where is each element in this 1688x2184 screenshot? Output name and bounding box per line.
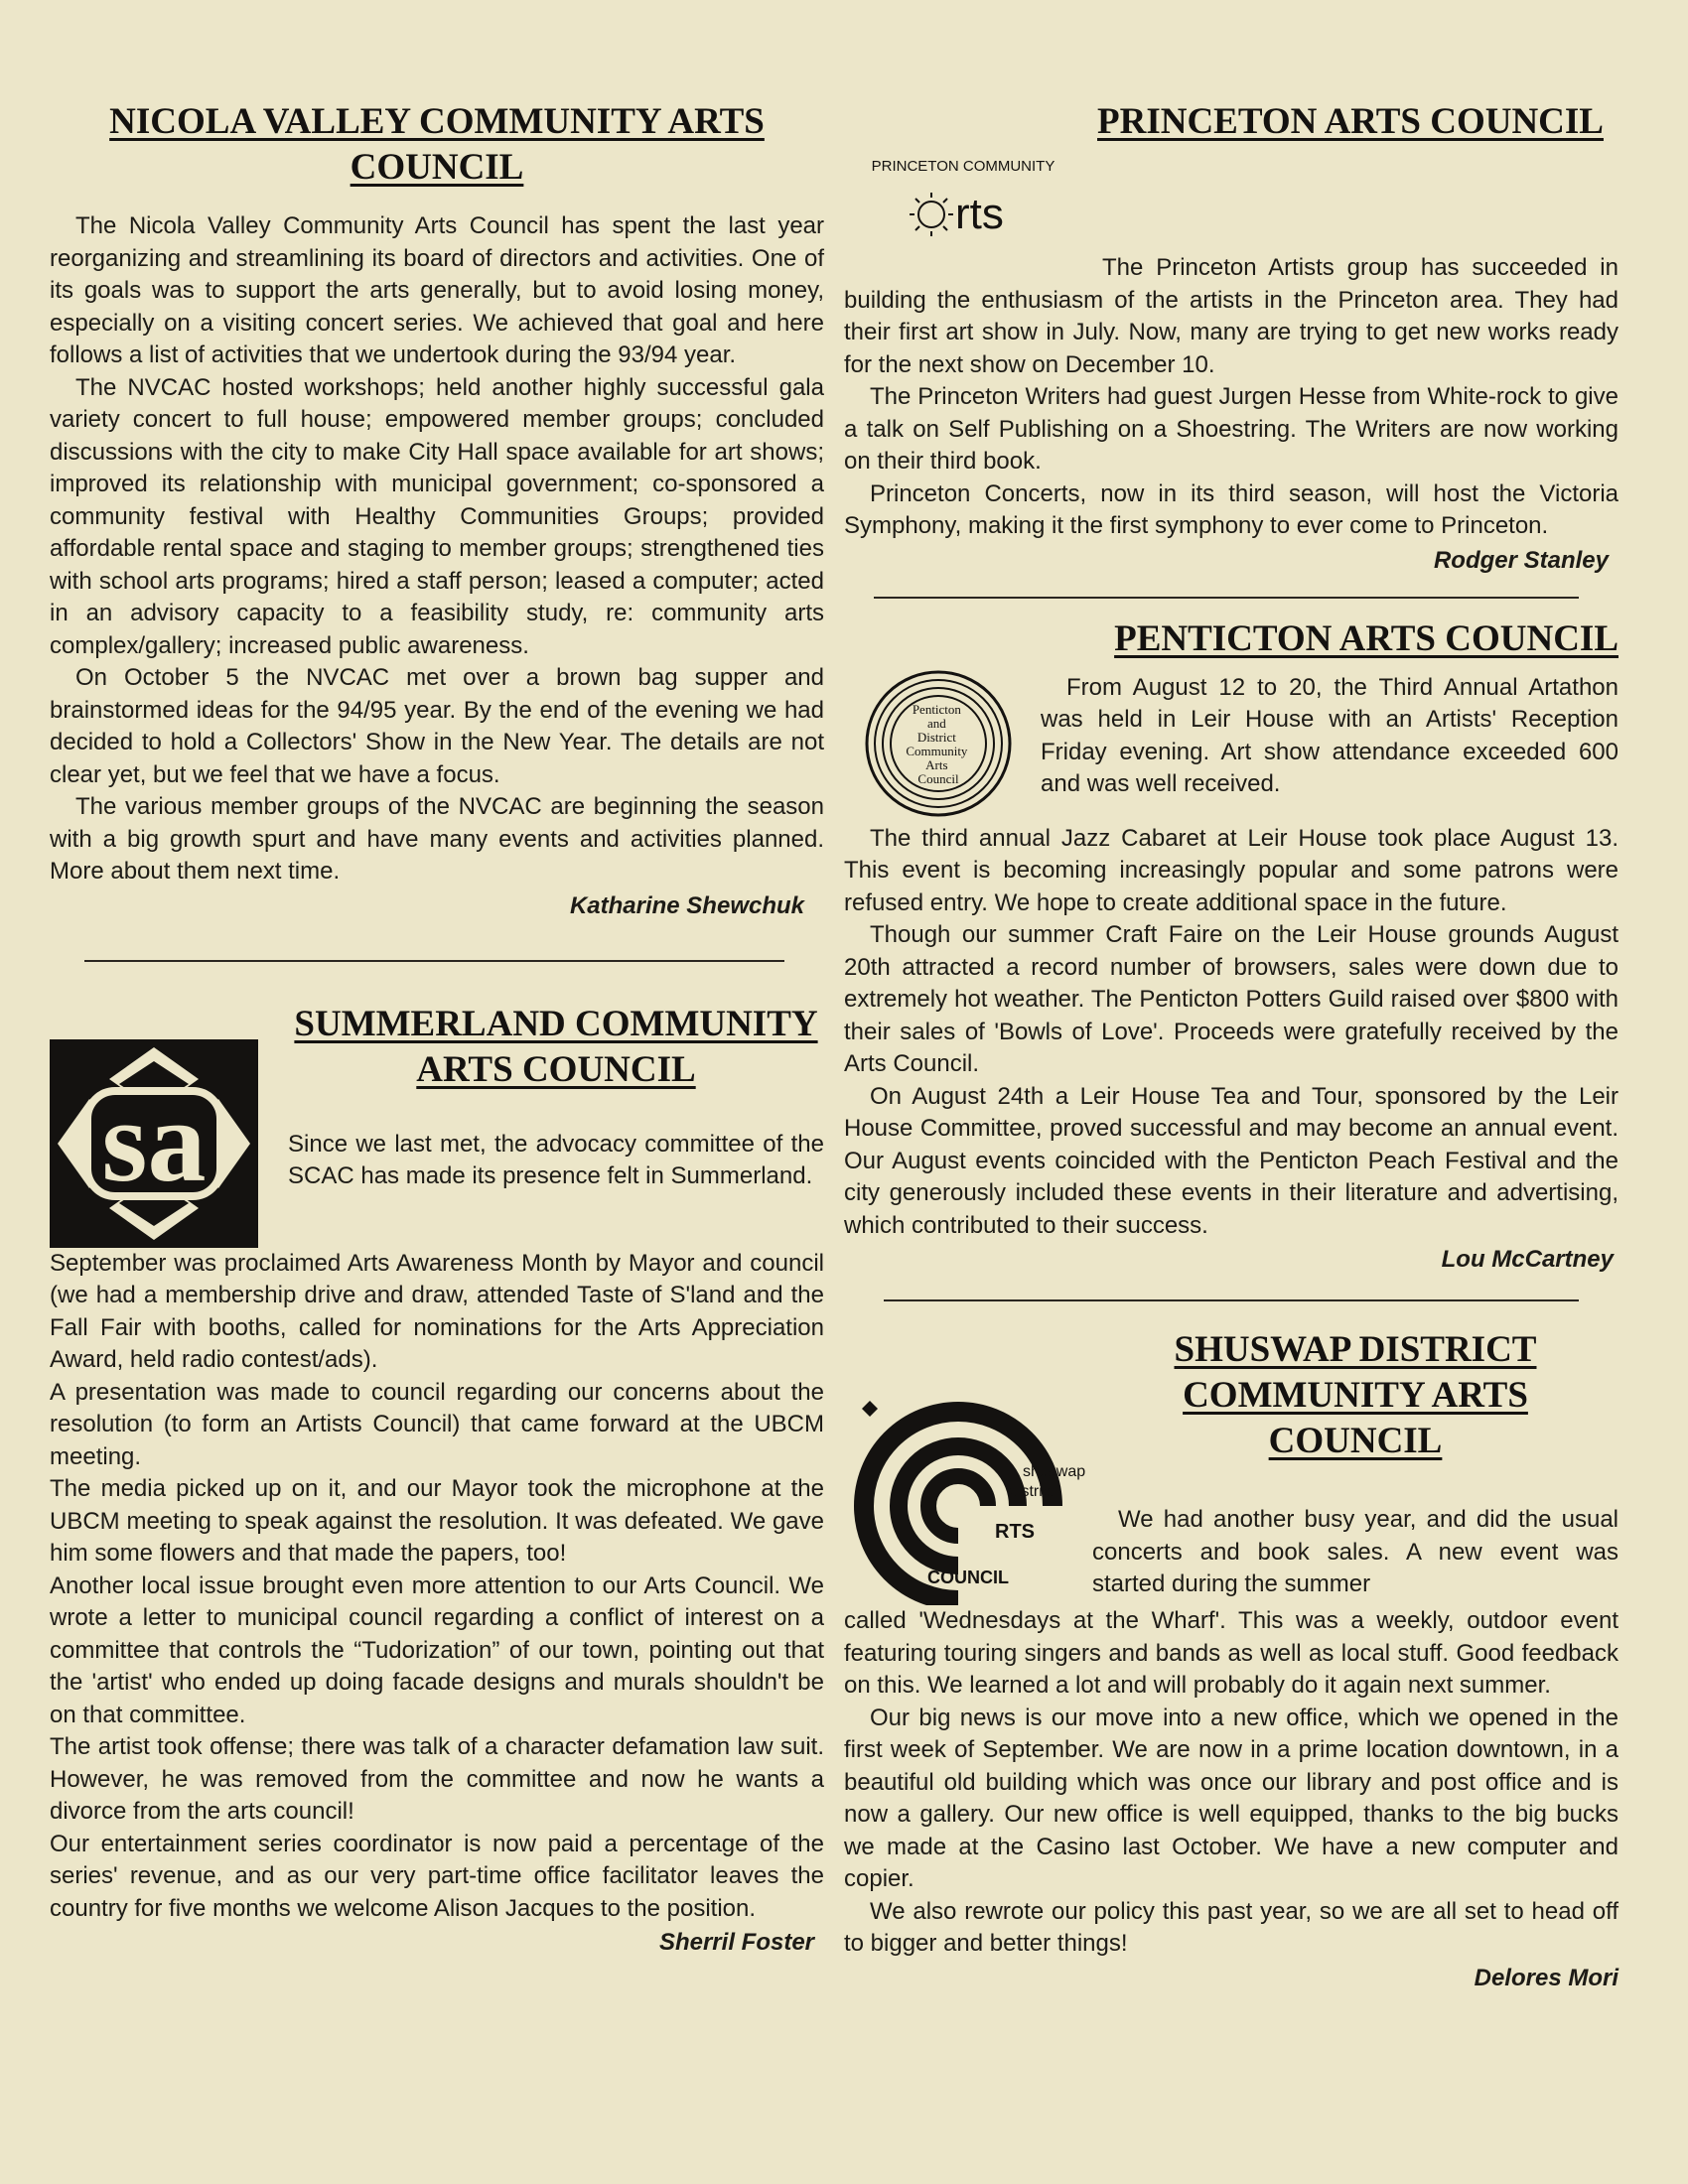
shuswap-heading: SHUSWAP DISTRICT COMMUNITY ARTS COUNCIL (1174, 1329, 1537, 1461)
summerland-paragraph: The media picked up on it, and our Mayor took the microphone at the UBCM meeting to speak against the resolution. It was defeated. We gave him some flowers and that made the papers, too! (50, 1475, 824, 1567)
section-divider (884, 1299, 1579, 1301)
shuswap-paragraph: Our big news is our move into a new office, which we opened in the first week of September. We are now in a prime location downtown, in a beautiful old building which was once our library and post office and is now a gallery. Our new office is well equipped, thanks to the big bucks we made at the Casino last October. We have a new computer and copier. (844, 1704, 1618, 1892)
penticton-paragraph: The third annual Jazz Cabaret at Leir House took place August 13. This event is becoming increasingly popular and some patrons were refused entry. We hope to create additional space in the future. (844, 824, 1618, 916)
pdac-logo-line: Penticton (912, 701, 961, 717)
shuswap-intro: We had another busy year, and did the usual concerts and book sales. A new event was started during the summer (1092, 1506, 1618, 1597)
shuswap-paragraph: We also rewrote our policy this past year, so we are all set to head off to bigger and better things! (844, 1897, 1618, 1957)
shuswap-logo-district: district (1009, 1483, 1055, 1500)
princeton-header (844, 99, 1618, 252)
nicola-valley-article (50, 99, 824, 920)
right-column (844, 99, 1618, 1992)
summerland-heading: SUMMERLAND COMMUNITY ARTS COUNCIL (294, 1003, 818, 1090)
shuswap-logo-rts: RTS (995, 1521, 1035, 1543)
summerland-paragraph: Another local issue brought even more attention to our Arts Council. We wrote a letter to municipal council regarding a conflict of interest on a committee that controls the “Tudorization” of our town, pointing out that the 'artist' who ended up doing facade designs and murals shouldn't be on that committee. (50, 1571, 824, 1728)
shuswap-arts-logo (844, 1357, 1092, 1605)
nicola-signature: Katharine Shewchuk (569, 891, 804, 919)
summerland-head (258, 1002, 824, 1248)
summerland-paragraph: The artist took offense; there was talk of a character defamation law suit. However, he was removed from the committee and now he wants a divorce from the arts council! (50, 1733, 824, 1825)
summerland-intro: Since we last met, the advocacy committee of the SCAC has made its presence felt in Summerland. (288, 1130, 824, 1189)
pdac-logo-line: District (916, 729, 956, 745)
summerland-article (50, 1002, 824, 1958)
section-divider (84, 960, 784, 962)
pdac-logo-line: and (926, 715, 946, 731)
princeton-heading: PRINCETON ARTS COUNCIL (1097, 101, 1604, 142)
summerland-sa-logo (50, 1039, 258, 1248)
shuswap-head (1092, 1327, 1618, 1605)
penticton-signature: Lou McCartney (1441, 1246, 1614, 1273)
penticton-paragraph: Though our summer Craft Faire on the Leir House grounds August 20th attracted a record number of browsers, sales were down due to extremely hot weather. The Penticton Potters Guild raised over $800 with their sales of 'Bowls of Love'. Proceeds were gratefully received by the Arts Council. (844, 921, 1618, 1077)
nicola-paragraph: The Nicola Valley Community Arts Council has spent the last year reorganizing and streamlining its board of directors and activities. One of its goals was to support the arts generally, but to avoid losing money, especially on a visiting concert series. We achieved that goal and here follows a list of activities that we undertook during the 93/94 year. (50, 212, 824, 368)
shuswap-header (844, 1327, 1618, 1605)
princeton-community-arts-logo (844, 143, 1082, 252)
penticton-article (844, 616, 1618, 1275)
penticton-paragraph: On August 24th a Leir House Tea and Tour, sponsored by the Leir House Committee, proved successful and may become an annual event. Our August events coincided with the Penticton Peach Festival and the city generously included these events in their literature and advertising, which contributed to their success. (844, 1082, 1618, 1239)
penticton-intro: From August 12 to 20, the Third Annual Artathon was held in Leir House with an Artists' Reception Friday evening. Art show attendance exceeded 600 and was well received. (1041, 673, 1618, 797)
princeton-article (844, 99, 1618, 575)
summerland-signature: Sherril Foster (658, 1929, 814, 1956)
summerland-header (50, 1002, 824, 1248)
pdac-logo-line: Council (917, 770, 959, 786)
penticton-heading: PENTICTON ARTS COUNCIL (1114, 617, 1618, 659)
princeton-paragraph: The Princeton Writers had guest Jurgen Hesse from White-rock to give a talk on Self Publishing on a Shoestring. The Writers are now working on their third book. (844, 383, 1618, 475)
princeton-paragraph: The Princeton Artists group has succeeded in building the enthusiasm of the artists in the Princeton area. They had their first art show in July. Now, many are trying to get new works ready for the next show on December 10. (844, 254, 1618, 378)
nicola-valley-heading: NICOLA VALLEY COMMUNITY ARTS COUNCIL (109, 101, 765, 188)
nicola-paragraph: The various member groups of the NVCAC are beginning the season with a big growth spurt and have many events and activities planned. More about them next time. (50, 793, 824, 885)
sa-logo-letters: sa (101, 1075, 207, 1206)
pdac-logo-line: Community (906, 743, 968, 758)
princeton-logo-word: rts (955, 190, 1004, 238)
left-column (50, 99, 824, 1957)
summerland-paragraph: Our entertainment series coordinator is now paid a percentage of the series' revenue, and as our very part-time office facilitator leaves the country for five months we welcome Alison Jacques to the position. (50, 1830, 824, 1922)
shuswap-logo-top: shuswap (1023, 1463, 1086, 1480)
shuswap-article (844, 1327, 1618, 1992)
shuswap-logo-council: COUNCIL (927, 1568, 1009, 1587)
summerland-paragraph: A presentation was made to council regarding our concerns about the resolution (to form an Artists Council) that came forward at the UBCM meeting. (50, 1378, 824, 1470)
sun-icon (910, 193, 953, 236)
penticton-intro-wrap (1033, 672, 1618, 823)
penticton-district-arts-logo (844, 664, 1033, 823)
pdac-logo-line: Arts (925, 756, 948, 772)
section-divider (874, 597, 1579, 599)
princeton-logo-top: PRINCETON COMMUNITY (871, 158, 1055, 175)
princeton-paragraph: Princeton Concerts, now in its third season, will host the Victoria Symphony, making it the first symphony to ever come to Princeton. (844, 479, 1618, 539)
princeton-signature: Rodger Stanley (1433, 546, 1609, 574)
summerland-paragraph: September was proclaimed Arts Awareness Month by Mayor and council (we had a membership drive and draw, attended Taste of S'land and the Fall Fair with booths, called for nominations for the Arts Appreciation Award, held radio contest/ads). (50, 1249, 824, 1373)
shuswap-signature: Delores Mori (1474, 1964, 1618, 1991)
nicola-paragraph: On October 5 the NVCAC met over a brown bag supper and brainstormed ideas for the 94/95 year. By the end of the evening we had decided to hold a Collectors' Show in the New Year. The details are not clear yet, but we feel that we have a focus. (50, 664, 824, 788)
nicola-paragraph: The NVCAC hosted workshops; held another highly successful gala variety concert to full house; empowered member groups; concluded discussions with the city to make City Hall space available for art shows; improved its relationship with municipal government; co-sponsored a community festival with Healthy Communities Groups; provided affordable rental space and staging to member groups; strengthened ties with school arts programs; hired a staff person; leased a computer; acted in an advisory capacity to a feasibility study, re: community arts complex/gallery; increased public awareness. (50, 373, 824, 659)
penticton-intro-row (844, 672, 1618, 823)
shuswap-paragraph: called 'Wednesdays at the Wharf'. This was a weekly, outdoor event featuring touring singers and bands as well as local stuff. Good feedback on this. We learned a lot and will probably do it again next summer. (844, 1607, 1618, 1699)
